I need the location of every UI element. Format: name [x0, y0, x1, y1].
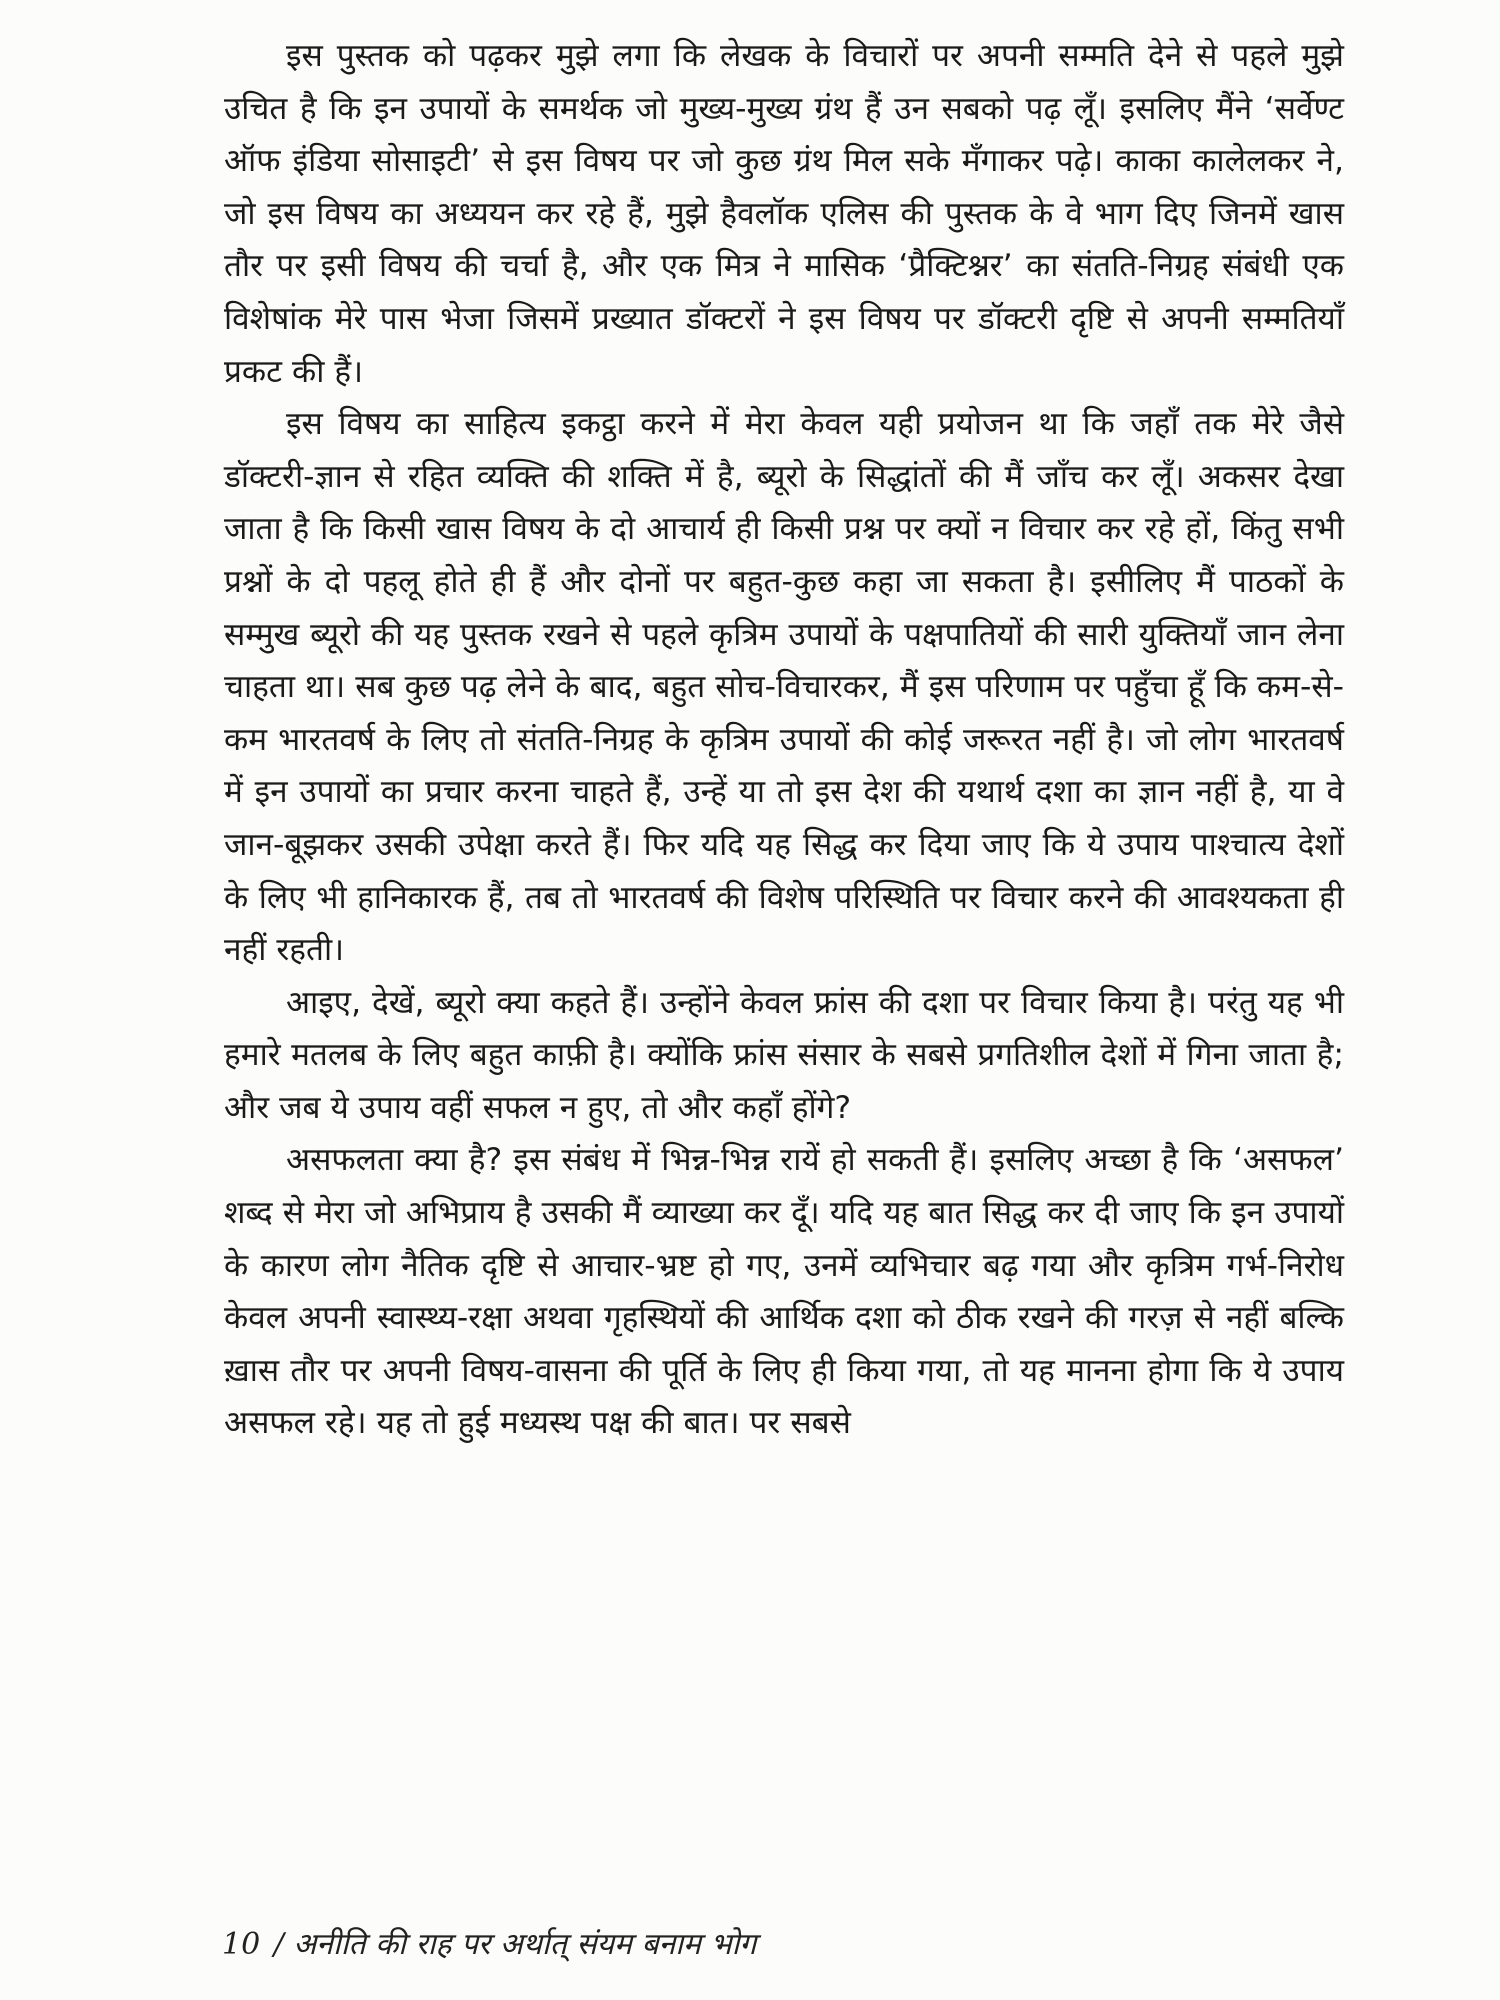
footer-separator: / [273, 1927, 284, 1962]
page-footer [222, 1925, 756, 1965]
paragraph-1: इस पुस्तक को पढ़कर मुझे लगा कि लेखक के विचारों पर अपनी सम्मति देने से पहले मुझे उचित है कि इन उपायों के समर्थक जो मुख्य-मुख्य ग्रंथ हैं उन सबको पढ़ लूँ। इसलिए मैंने ‘सर्वेण्ट ऑफ इंडिया सोसाइटी’ से इस विषय पर जो कुछ ग्रंथ मिल सके मँगाकर पढ़े। काका कालेलकर ने, जो इस विषय का अध्ययन कर रहे हैं, मुझे हैवलॉक एलिस की पुस्तक के वे भाग दिए जिनमें खास तौर पर इसी विषय की चर्चा है, और एक मित्र ने मासिक ‘प्रैक्टिश्नर’ का संतति-निग्रह संबंधी एक विशेषांक मेरे पास भेजा जिसमें प्रख्यात डॉक्टरों ने इस विषय पर डॉक्टरी दृष्टि से अपनी सम्मतियाँ प्रकट की हैं। [224, 38, 1344, 390]
body-text [224, 30, 1344, 1450]
page-number: 10 [222, 1927, 261, 1962]
paragraph-3: आइए, देखें, ब्यूरो क्या कहते हैं। उन्होंने केवल फ्रांस की दशा पर विचार किया है। परंतु यह भी हमारे मतलब के लिए बहुत काफ़ी है। क्योंकि फ्रांस संसार के सबसे प्रगतिशील देशों में गिना जाता है; और जब ये उपाय वहीं सफल न हुए, तो और कहाँ होंगे? [224, 984, 1344, 1126]
paragraph-4: असफलता क्या है? इस संबंध में भिन्न-भिन्न रायें हो सकती हैं। इसलिए अच्छा है कि ‘असफल’ शब्द से मेरा जो अभिप्राय है उसकी मैं व्याख्या कर दूँ। यदि यह बात सिद्ध कर दी जाए कि इन उपायों के कारण लोग नैतिक दृष्टि से आचार-भ्रष्ट हो गए, उनमें व्यभिचार बढ़ गया और कृत्रिम गर्भ-निरोध केवल अपनी स्वास्थ्य-रक्षा अथवा गृहस्थियों की आर्थिक दशा को ठीक रखने की गरज़ से नहीं बल्कि ख़ास तौर पर अपनी विषय-वासना की पूर्ति के लिए ही किया गया, तो यह मानना होगा कि ये उपाय असफल रहे। यह तो हुई मध्यस्थ पक्ष की बात। पर सबसे [224, 1142, 1344, 1442]
paragraph-2: इस विषय का साहित्य इकट्ठा करने में मेरा केवल यही प्रयोजन था कि जहाँ तक मेरे जैसे डॉक्टरी-ज्ञान से रहित व्यक्ति की शक्ति में है, ब्यूरो के सिद्धांतों की मैं जाँच कर लूँ। अकसर देखा जाता है कि किसी खास विषय के दो आचार्य ही किसी प्रश्न पर क्यों न विचार कर रहे हों, किंतु सभी प्रश्नों के दो पहलू होते ही हैं और दोनों पर बहुत-कुछ कहा जा सकता है। इसीलिए मैं पाठकों के सम्मुख ब्यूरो की यह पुस्तक रखने से पहले कृत्रिम उपायों के पक्षपातियों की सारी युक्तियाँ जान लेना चाहता था। सब कुछ पढ़ लेने के बाद, बहुत सोच-विचारकर, मैं इस परिणाम पर पहुँचा हूँ कि कम-से-कम भारतवर्ष के लिए तो संतति-निग्रह के कृत्रिम उपायों की कोई जरूरत नहीं है। जो लोग भारतवर्ष में इन उपायों का प्रचार करना चाहते हैं, उन्हें या तो इस देश की यथार्थ दशा का ज्ञान नहीं है, या वे जान-बूझकर उसकी उपेक्षा करते हैं। फिर यदि यह सिद्ध कर दिया जाए कि ये उपाय पाश्चात्य देशों के लिए भी हानिकारक हैं, तब तो भारतवर्ष की विशेष परिस्थिति पर विचार करने की आवश्यकता ही नहीं रहती। [224, 406, 1344, 969]
running-title: अनीति की राह पर अर्थात् संयम बनाम भोग [293, 1927, 757, 1962]
